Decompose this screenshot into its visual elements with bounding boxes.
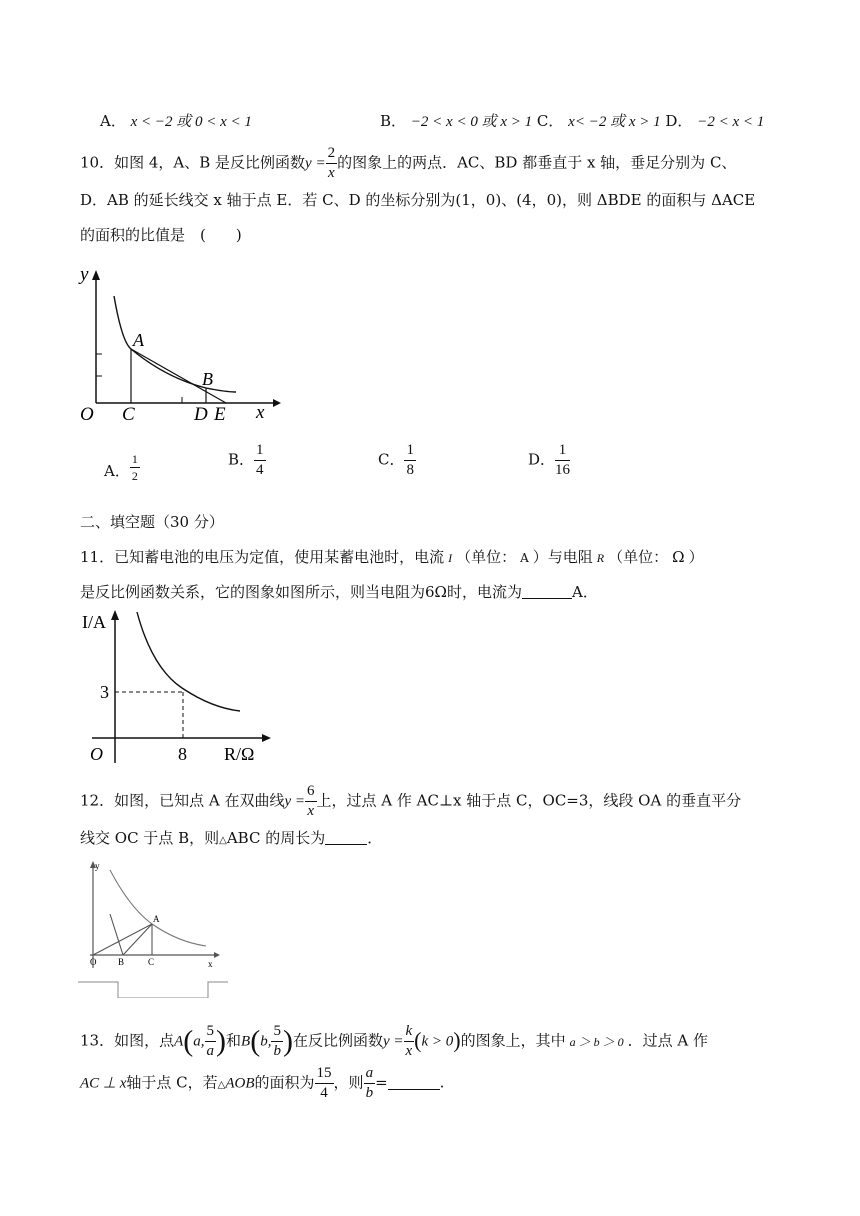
q11-line-1 [80, 550, 704, 565]
q13-text-and: 和 [226, 1031, 242, 1050]
q11-text-g: 时，电流为 [447, 583, 523, 601]
q13-func-num: k [404, 1024, 415, 1042]
q13-paren-k-close: ) [453, 1027, 461, 1053]
q11-text-b: （单位： [456, 548, 517, 566]
q12-text-a: 12．如图，已知点 A 在双曲线 [80, 791, 285, 810]
q10-option-d-label: D． [528, 450, 556, 469]
q13-text-h: 的面积为 [254, 1073, 315, 1092]
q13-text-d: ．过点 A 作 [627, 1031, 709, 1050]
q13-text-f: 轴于点 C，若 [126, 1073, 218, 1092]
q13-area-fraction [315, 1066, 334, 1101]
q10-graph-a-label: A [133, 330, 144, 350]
q10-option-d [528, 443, 570, 478]
q13-paren-b-close: ) [282, 1024, 293, 1058]
q10-graph-y-label: y [80, 266, 89, 285]
q11-graph-xlabel: R/Ω [224, 744, 255, 764]
q13-paren-a-open: ( [183, 1024, 194, 1058]
q11-unit-ohm: Ω [672, 548, 685, 566]
q12-func-den: x [307, 803, 315, 819]
q12-text-e: ． [367, 829, 383, 847]
q12-graph [78, 858, 228, 998]
q13-point-a: A [174, 1033, 184, 1050]
q11-graph [82, 608, 282, 768]
q13-point-a-x: a, [193, 1033, 205, 1050]
q12-text-c: 线交 OC 于点 B，则 [80, 829, 220, 847]
q9-option-b-label: B． [380, 112, 407, 130]
q11-line-2 [80, 584, 598, 600]
q11-text-h: A． [572, 583, 598, 601]
q13-ratio-den: b [365, 1085, 374, 1101]
q13-condition: k > 0 [421, 1033, 454, 1050]
q11-graph-tick-y: 3 [100, 682, 109, 702]
q12-line-2 [80, 830, 382, 846]
q10-option-c-fraction [404, 443, 416, 478]
q13-func-fraction [404, 1024, 415, 1059]
q11-text-e: ） [688, 548, 704, 566]
q10-text-b: 的图象上的两点．AC、BD 都垂直于 x 轴，垂足分别为 C、 [337, 153, 737, 172]
q11-answer-blank[interactable] [522, 584, 572, 599]
q11-text-d: （单位： [608, 548, 669, 566]
q13-inequality: a ＞ b ＞ 0 [569, 1034, 624, 1049]
q10-func-den: x [327, 165, 335, 181]
q13-line-1 [80, 1024, 708, 1059]
q13-triangle-icon: △ [217, 1079, 226, 1091]
q11-value: 6Ω [425, 583, 447, 601]
q13-area-num: 15 [315, 1066, 334, 1084]
q12-triangle-icon: △ [219, 835, 227, 846]
q9-option-a-label: A． [100, 112, 126, 130]
q13-text-e: AC ⊥ x [80, 1075, 127, 1092]
q10-func-num: 2 [326, 146, 338, 164]
q13-point-b-fraction [271, 1024, 283, 1059]
q10-option-a-fraction [130, 453, 140, 482]
q10-option-c-den: 8 [406, 462, 414, 478]
q10-option-b-num: 1 [254, 443, 266, 461]
q10-option-b-den: 4 [256, 462, 264, 478]
q13-text-j: = [375, 1073, 388, 1092]
q9-option-b-text: −2 < x < 0 或 x > 1 [410, 114, 533, 130]
q10-option-d-den: 16 [555, 462, 571, 478]
q10-graph-d-label: D [194, 404, 208, 425]
q9-option-a-text: x < −2 或 0 < x < 1 [130, 114, 252, 130]
q12-graph-y-label: y [95, 861, 100, 871]
q12-graph-x-label: x [208, 959, 213, 969]
q12-graph-b-label: B [118, 957, 125, 967]
q13-func-lhs: y = [382, 1033, 404, 1050]
q10-func-fraction [326, 146, 338, 181]
q9-option-c-text: x< −2 或 x > 1 [568, 114, 661, 130]
q10-option-a [104, 453, 140, 482]
q10-option-c-label: C． [378, 450, 405, 469]
q10-graph-e-label: E [214, 404, 226, 425]
q11-text-c: ）与电阻 [532, 548, 593, 566]
q13-point-a-fraction [205, 1024, 217, 1059]
q13-point-a-num: 5 [205, 1024, 217, 1042]
q10-func-lhs: y = [305, 155, 326, 172]
q12-graph-o-label: O [90, 957, 97, 967]
q13-point-b-den: b [273, 1043, 281, 1059]
q10-text-a: 10．如图 4，A、B 是反比例函数 [80, 153, 306, 172]
q9-option-d-text: −2 < x < 1 [697, 114, 765, 130]
q12-func-lhs: y = [284, 793, 305, 810]
q10-line-1 [80, 146, 736, 181]
q11-text-a: 11．已知蓄电池的电压为定值，使用某蓄电池时，电流 [80, 548, 445, 566]
q12-line-1 [80, 784, 741, 819]
q11-unit-a: A [520, 551, 529, 565]
q10-graph-o-label: O [80, 404, 94, 425]
q13-point-b-x: b, [260, 1033, 272, 1050]
q13-text-a: 13．如图，点 [80, 1031, 175, 1050]
section-title: 二、填空题（30 分） [80, 513, 224, 531]
q12-text-b: 上，过点 A 作 AC⊥x 轴于点 C，OC=3，线段 OA 的垂直平分 [316, 791, 742, 810]
q10-option-a-den: 2 [131, 469, 138, 483]
q10-option-b-label: B． [228, 450, 255, 469]
q11-text-f: 是反比例函数关系，它的图象如图所示，则当电阻为 [80, 583, 426, 601]
q12-graph-a-label: A [153, 914, 160, 924]
q13-text-k: . [439, 1073, 445, 1092]
q10-graph-b-label: B [202, 369, 213, 389]
q10-line-2: D．AB 的延长线交 x 轴于点 E．若 C、D 的坐标分别为(1，0)、(4，0)，则 ΔBDE 的面积与 ΔACE [80, 191, 756, 209]
q10-option-b-fraction [254, 443, 266, 478]
q12-func-fraction [305, 784, 317, 819]
q13-text-g: AOB [225, 1075, 255, 1092]
q9-options [100, 114, 252, 130]
q10-option-d-fraction [555, 443, 570, 478]
q13-point-b: B [241, 1033, 251, 1050]
q9-options-bcd [380, 114, 764, 130]
q13-area-den: 4 [320, 1085, 328, 1101]
q10-graph-c-label: C [122, 404, 135, 425]
q13-point-b-num: 5 [271, 1024, 283, 1042]
q13-ratio-fraction [364, 1066, 376, 1101]
q11-graph-o-label: O [90, 744, 103, 764]
q13-ratio-num: a [364, 1066, 376, 1084]
q11-var-i: I [448, 551, 453, 565]
q10-graph-x-label: x [256, 402, 265, 423]
q11-graph-tick-x: 8 [178, 744, 187, 764]
q13-line-2 [80, 1066, 444, 1101]
q13-func-den: x [405, 1043, 413, 1059]
q11-graph-ylabel: I/A [82, 612, 106, 632]
q13-paren-b-open: ( [250, 1024, 261, 1058]
q12-func-num: 6 [305, 784, 317, 802]
q10-option-a-label: A． [104, 462, 130, 480]
q10-option-b [228, 443, 266, 478]
q11-var-r: R [596, 551, 605, 565]
q13-text-c: 的图象上，其中 [460, 1031, 566, 1050]
q9-option-c-label: C． [536, 112, 564, 130]
q12-answer-blank[interactable] [325, 830, 367, 845]
q10-option-d-num: 1 [555, 443, 570, 461]
q13-text-i: ，则 [333, 1073, 364, 1092]
q10-option-a-num: 1 [131, 452, 138, 466]
q13-point-a-den: a [206, 1043, 215, 1059]
q10-line-3: 的面积的比值是 ( ) [80, 226, 242, 244]
q13-paren-k-open: ( [414, 1027, 422, 1053]
q10-graph [76, 266, 286, 426]
q13-answer-blank[interactable] [388, 1075, 440, 1090]
q9-option-d-label: D． [665, 112, 693, 130]
q12-text-d: ABC 的周长为 [226, 829, 326, 847]
q12-graph-c-label: C [148, 957, 155, 967]
q13-text-b: 在反比例函数 [292, 1031, 383, 1050]
q13-paren-a-close: ) [216, 1024, 227, 1058]
q10-option-c-num: 1 [404, 443, 416, 461]
q10-option-c [378, 443, 416, 478]
